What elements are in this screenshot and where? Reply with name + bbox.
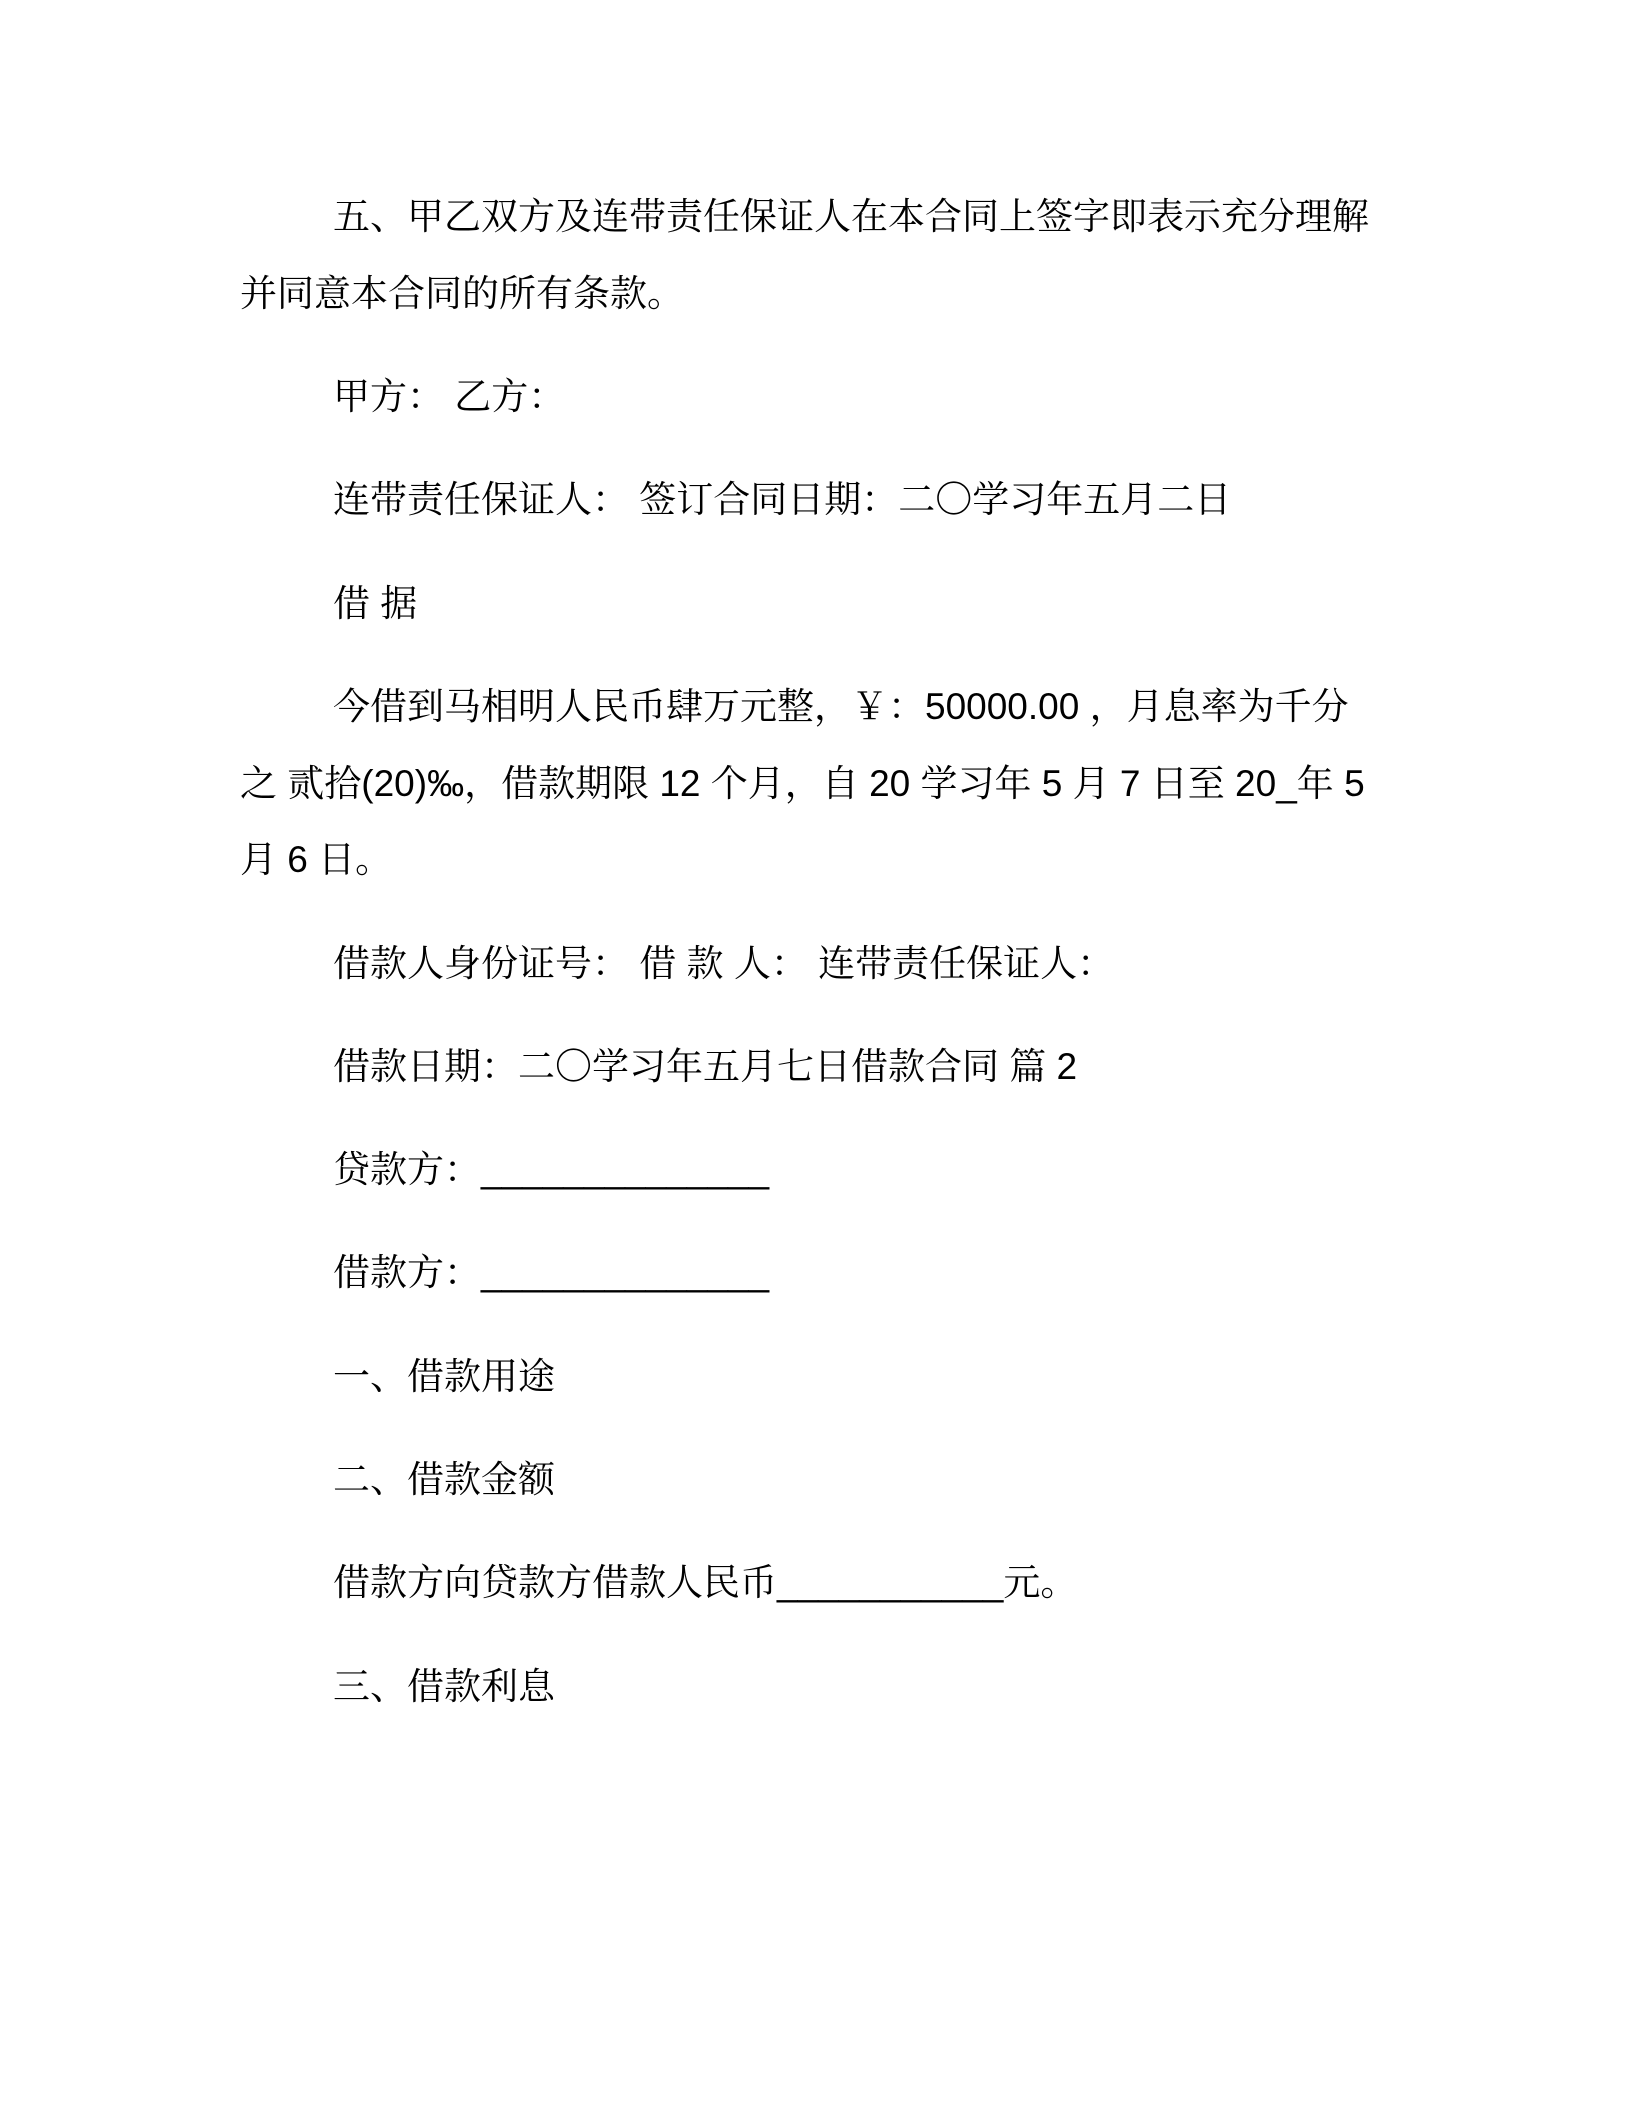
text-line: 五、甲乙双方及连带责任保证人在本合同上签字即表示充分理解 — [333, 196, 1369, 237]
section-heading-amount — [240, 1442, 1392, 1519]
text-line: 借款方：______________ — [333, 1252, 770, 1294]
section-heading-purpose — [240, 1339, 1392, 1416]
party-signature-line — [240, 359, 1392, 436]
loan-amount-line — [240, 1545, 1392, 1622]
iou-body-paragraph — [240, 669, 1392, 899]
text-line: 三、借款利息 — [333, 1665, 555, 1707]
text-line: 借款日期：二〇学习年五月七日借款合同 篇 2 — [333, 1045, 1078, 1087]
borrower-blank-line — [240, 1235, 1392, 1312]
clause-five-paragraph — [240, 179, 1392, 332]
text-line: 之 贰拾(20)‰，借款期限 12 个月，自 20 学习年 5 月 7 日至 20_年 5 — [240, 762, 1365, 804]
text-line: 借款方向贷款方借款人民币___________元。 — [333, 1562, 1078, 1604]
text-line: 今借到马相明人民币肆万元整，￥：50000.00 ，月息率为千分 — [333, 685, 1349, 727]
iou-heading — [240, 566, 1392, 643]
text-line: 借款人身份证号： 借 款 人： 连带责任保证人： — [333, 942, 1115, 984]
lender-blank-line — [240, 1132, 1392, 1209]
text-line: 借 据 — [333, 582, 418, 624]
text-line: 贷款方：______________ — [333, 1149, 770, 1191]
document-body — [240, 179, 1392, 1752]
text-line: 一、借款用途 — [333, 1355, 555, 1397]
text-line: 并同意本合同的所有条款。 — [240, 272, 684, 314]
loan-date-line — [240, 1029, 1392, 1106]
guarantor-signing-date-line — [240, 462, 1392, 539]
text-line: 甲方： 乙方： — [333, 375, 566, 417]
text-line: 月 6 日。 — [240, 839, 393, 881]
text-line: 二、借款金额 — [333, 1459, 555, 1501]
section-heading-interest — [240, 1649, 1392, 1726]
borrower-signature-line — [240, 926, 1392, 1003]
text-line: 连带责任保证人： 签订合同日期：二〇学习年五月二日 — [333, 479, 1232, 521]
